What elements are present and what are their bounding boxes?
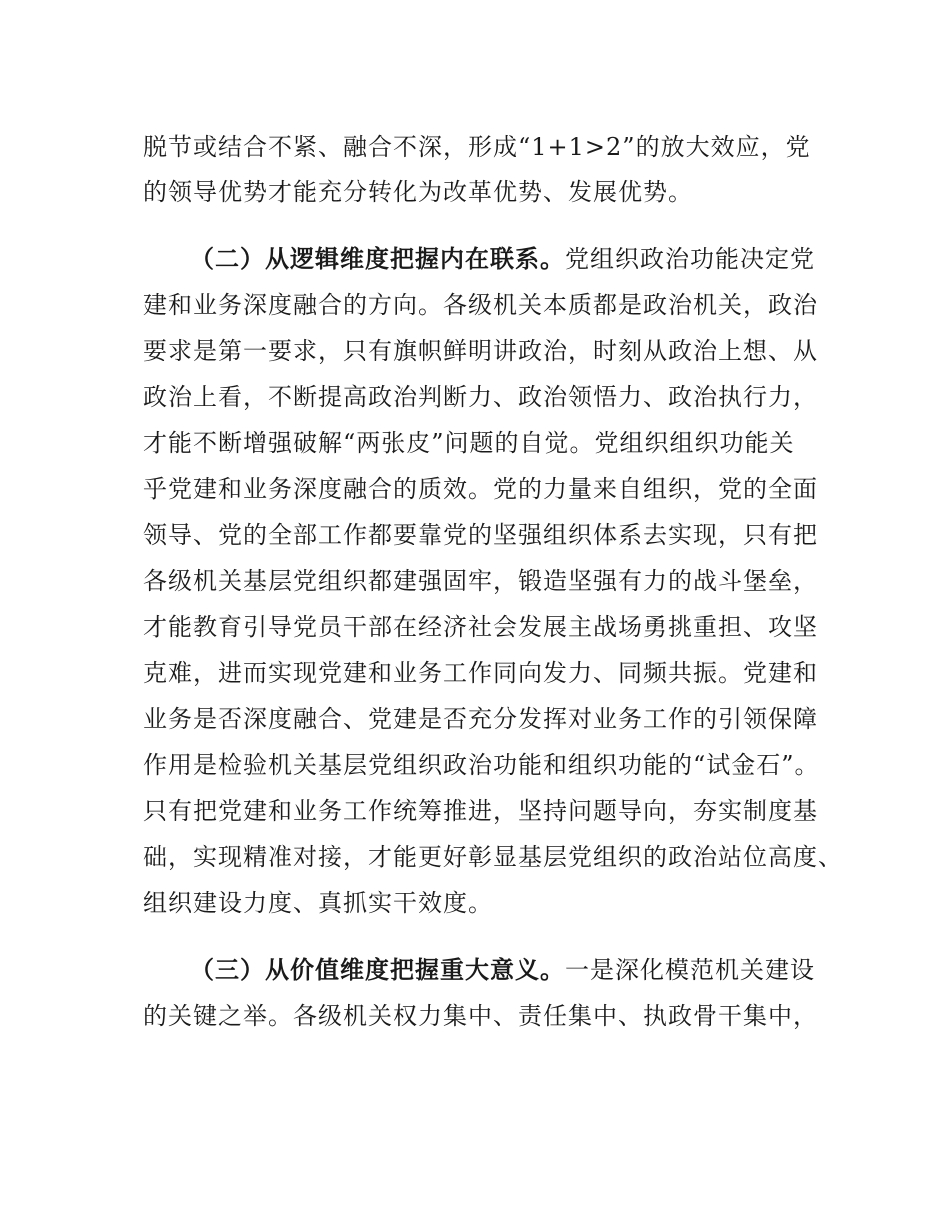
paragraph-2-line: 领导、党的全部工作都要靠党的坚强组织体系去实现，只有把 [143,521,818,549]
paragraph-3-line-1-text: 一是深化模范机关建设 [565,956,815,984]
paragraph-2-line: 克难，进而实现党建和业务工作同向发力、同频共振。党建和 [143,659,818,687]
paragraph-3-line-1 [190,955,815,985]
paragraph-3-line: 的关键之举。各级机关权力集中、责任集中、执政骨干集中， [143,1002,818,1030]
paragraph-2-line: 础，实现精准对接，才能更好彰显基层党组织的政治站位高度、 [143,843,843,871]
paragraph-2-line: 作用是检验机关基层党组织政治功能和组织功能的“试金石”。 [143,751,820,779]
paragraph-2-line: 各级机关基层党组织都建强固牢，锻造坚强有力的战斗堡垒， [143,567,818,595]
paragraph-1-line-1: 脱节或结合不紧、融合不深，形成“1+1>2”的放大效应，党 [143,133,811,161]
paragraph-2-line: 才能不断增强破解“两张皮”问题的自觉。党组织组织功能关 [143,429,795,457]
paragraph-2-line: 建和业务深度融合的方向。各级机关本质都是政治机关，政治 [143,291,818,319]
paragraph-2-line: 才能教育引导党员干部在经济社会发展主战场勇挑重担、攻坚 [143,613,818,641]
paragraph-2-line: 组织建设力度、真抓实干效度。 [143,889,493,917]
paragraph-2-line: 要求是第一要求，只有旗帜鲜明讲政治，时刻从政治上想、从 [143,337,818,365]
section-heading-2: （二）从逻辑维度把握内在联系。 [190,244,565,273]
paragraph-2-line-1-text: 党组织政治功能决定党 [565,245,815,273]
paragraph-1-line-2: 的领导优势才能充分转化为改革优势、发展优势。 [143,178,693,206]
section-heading-3: （三）从价值维度把握重大意义。 [190,955,565,984]
paragraph-2-line: 业务是否深度融合、党建是否充分发挥对业务工作的引领保障 [143,705,818,733]
paragraph-2-line: 政治上看，不断提高政治判断力、政治领悟力、政治执行力， [143,383,818,411]
paragraph-2-line: 乎党建和业务深度融合的质效。党的力量来自组织，党的全面 [143,475,818,503]
paragraph-2-line-1 [190,244,815,274]
paragraph-2-line: 只有把党建和业务工作统筹推进，坚持问题导向，夯实制度基 [143,797,818,825]
